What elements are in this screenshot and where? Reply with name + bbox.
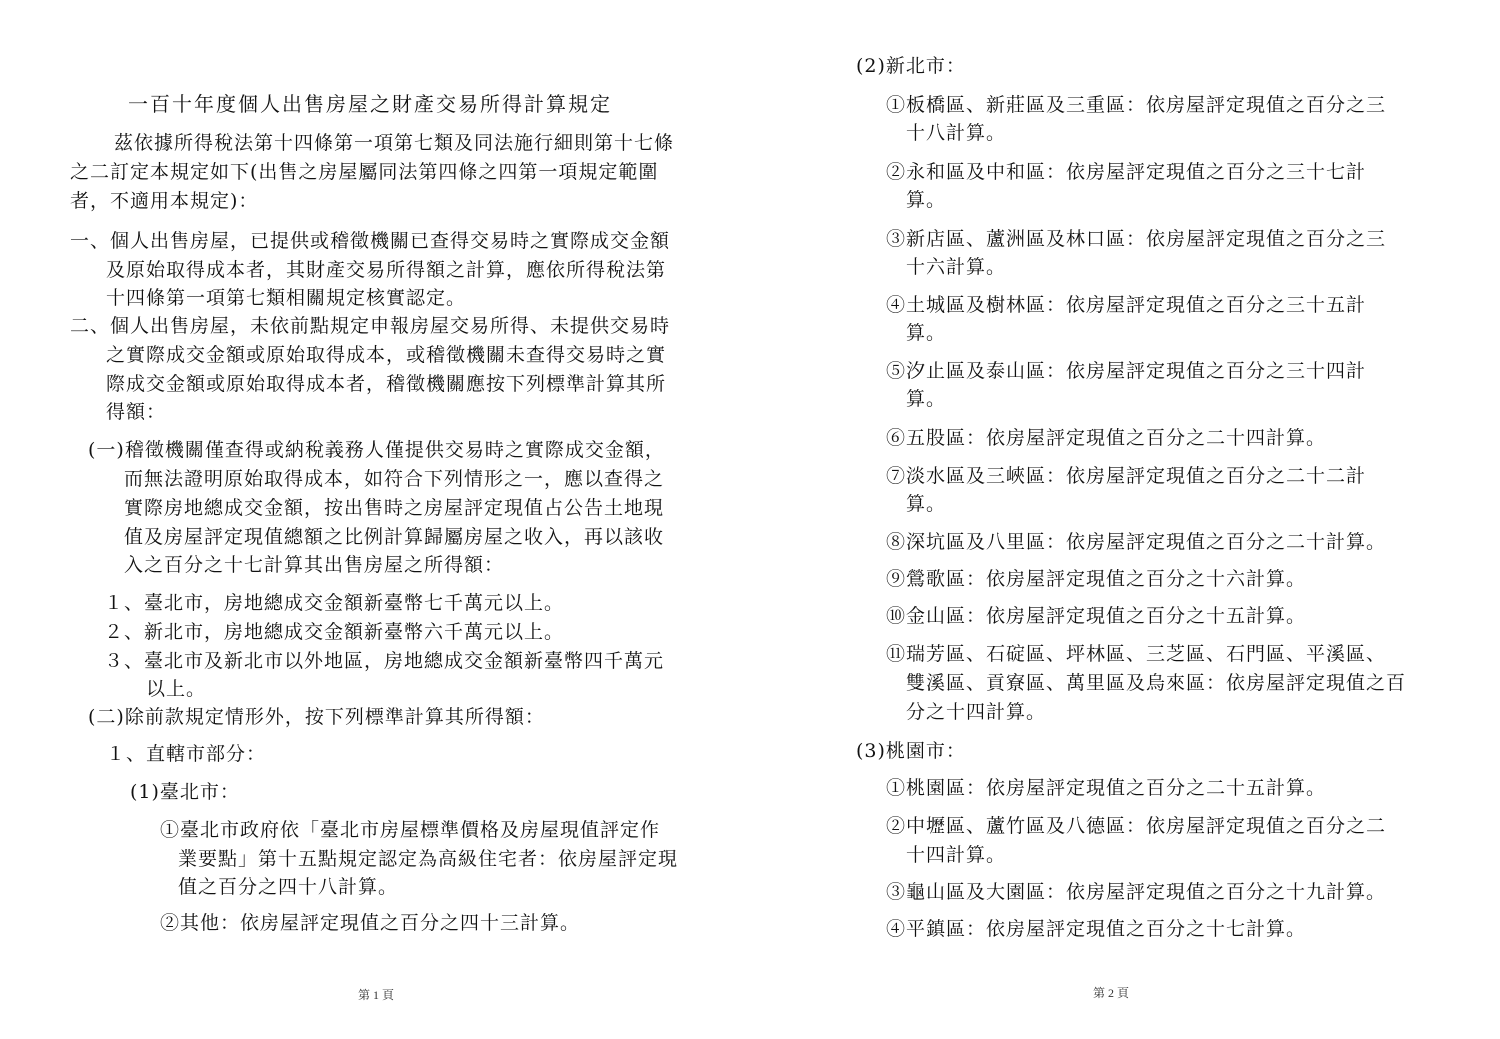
nt-item-6: ⑥五股區：依房屋評定現值之百分之二十四計算。 [886,427,1327,449]
nt-item-3-cont: 十六計算。 [906,256,1007,278]
document-title: 一百十年度個人出售房屋之財產交易所得計算規定 [128,92,612,116]
nt-item-7: ⑦淡水區及三峽區：依房屋評定現值之百分之二十二計 [886,465,1367,487]
nt-item-2-cont: 算。 [906,189,947,211]
item-2-line-2: 之實際成交金額或原始取得成本，或稽徵機關未查得交易時之實 [106,344,667,366]
sub-1-line-5: 入之百分之十七計算其出售房屋之所得額： [124,554,505,576]
nt-item-5-cont: 算。 [906,388,947,410]
sub-1-item-2: ２、新北市，房地總成交金額新臺幣六千萬元以上。 [104,621,565,643]
direct-city-heading: １、直轄市部分： [106,743,267,765]
ty-item-3: ③龜山區及大園區：依房屋評定現值之百分之十九計算。 [886,881,1387,903]
page-number-2: 第 2 頁 [1093,986,1130,1000]
page-number-1: 第 1 頁 [358,988,395,1002]
sub-1-item-3-cont: 以上。 [146,678,207,700]
sub-1-item-1: １、臺北市，房地總成交金額新臺幣七千萬元以上。 [104,592,565,614]
item-2-line-4: 得額： [106,401,167,423]
nt-item-4: ④土城區及樹林區：依房屋評定現值之百分之三十五計 [886,294,1367,316]
nt-item-2: ②永和區及中和區：依房屋評定現值之百分之三十七計 [886,161,1367,183]
taipei-item-1-line-2: 業要點」第十五點規定認定為高級住宅者：依房屋評定現 [178,848,679,870]
ty-item-1: ①桃園區：依房屋評定現值之百分之二十五計算。 [886,777,1327,799]
taipei-item-1-line-3: 值之百分之四十八計算。 [178,876,399,898]
taoyuan-heading: (3)桃園市： [856,740,966,762]
nt-item-9: ⑨鶯歌區：依房屋評定現值之百分之十六計算。 [886,568,1307,590]
item-1-line-2: 及原始取得成本者，其財產交易所得額之計算，應依所得稅法第 [106,259,667,281]
nt-item-3: ③新店區、蘆洲區及林口區：依房屋評定現值之百分之三 [886,228,1387,250]
ty-item-2-cont: 十四計算。 [906,844,1007,866]
taipei-heading: (1)臺北市： [130,781,240,803]
sub-1-item-3: ３、臺北市及新北市以外地區，房地總成交金額新臺幣四千萬元 [104,650,665,672]
nt-item-1: ①板橋區、新莊區及三重區：依房屋評定現值之百分之三 [886,94,1387,116]
sub-1-line-1: (一)稽徵機關僅查得或納稅義務人僅提供交易時之實際成交金額， [88,439,665,461]
nt-item-7-cont: 算。 [906,493,947,515]
taipei-item-2: ②其他：依房屋評定現值之百分之四十三計算。 [160,912,581,934]
item-2-line-3: 際成交金額或原始取得成本者，稽徵機關應按下列標準計算其所 [106,373,667,395]
ty-item-2: ②中壢區、蘆竹區及八德區：依房屋評定現值之百分之二 [886,815,1387,837]
nt-item-5: ⑤汐止區及泰山區：依房屋評定現值之百分之三十四計 [886,360,1367,382]
nt-item-11: ⑪瑞芳區、石碇區、坪林區、三芝區、石門區、平溪區、 [886,643,1387,665]
item-1-line-1: 一、個人出售房屋，已提供或稽徵機關已查得交易時之實際成交金額 [70,230,671,252]
page-2 [750,0,1500,1039]
sub-1-line-4: 值及房屋評定現值總額之比例計算歸屬房屋之收入，再以該收 [124,526,665,548]
ty-item-4: ④平鎮區：依房屋評定現值之百分之十七計算。 [886,918,1307,940]
intro-line-2: 之二訂定本規定如下(出售之房屋屬同法第四條之四第一項規定範圍 [70,161,659,183]
taipei-item-1-line-1: ①臺北市政府依「臺北市房屋標準價格及房屋現值評定作 [160,819,661,841]
intro-line-1: 茲依據所得稅法第十四條第一項第七類及同法施行細則第十七條 [114,132,675,154]
sub-1-line-2: 而無法證明原始取得成本，如符合下列情形之一，應以查得之 [124,468,665,490]
nt-item-4-cont: 算。 [906,322,947,344]
nt-item-8: ⑧深坑區及八里區：依房屋評定現值之百分之二十計算。 [886,531,1387,553]
intro-line-3: 者，不適用本規定)： [70,190,259,212]
nt-item-11-cont-1: 雙溪區、貢寮區、萬里區及烏來區：依房屋評定現值之百 [906,672,1407,694]
nt-item-1-cont: 十八計算。 [906,122,1007,144]
nt-item-10: ⑩金山區：依房屋評定現值之百分之十五計算。 [886,605,1307,627]
sub-1-line-3: 實際房地總成交金額，按出售時之房屋評定現值占公告土地現 [124,497,665,519]
nt-item-11-cont-2: 分之十四計算。 [906,701,1047,723]
newtaipei-heading: (2)新北市： [856,55,966,77]
item-1-line-3: 十四條第一項第七類相關規定核實認定。 [106,287,467,309]
sub-2-heading: (二)除前款規定情形外，按下列標準計算其所得額： [88,706,545,728]
item-2-line-1: 二、個人出售房屋，未依前點規定申報房屋交易所得、未提供交易時 [70,315,671,337]
